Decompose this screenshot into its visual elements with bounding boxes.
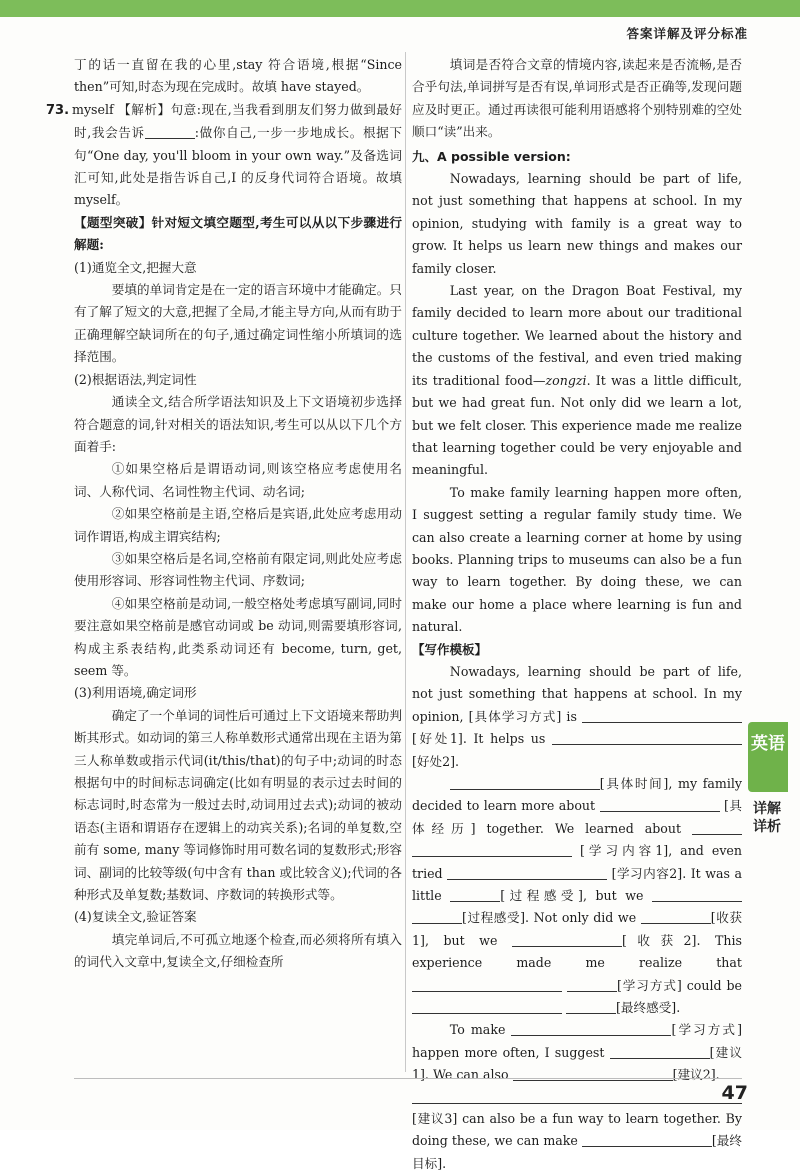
template-text: It was a little — [412, 865, 742, 904]
placeholder-benefit-2: [好处2]. — [412, 753, 460, 769]
blank-line — [567, 978, 617, 992]
template-text: happen more often, I suggest — [412, 1044, 605, 1060]
template-text: We can also — [432, 1067, 509, 1083]
blank-line — [652, 888, 742, 902]
placeholder-suggestion-1: [建议1]. — [412, 1044, 742, 1083]
blank-line — [582, 1134, 712, 1148]
header-color-bar — [0, 0, 800, 17]
template-text: To make — [449, 1022, 506, 1038]
step-2-title: (2)根据语法,判定词性 — [74, 371, 197, 387]
template-text: could be — [686, 977, 742, 993]
blank-line — [145, 126, 195, 140]
template-text: , and even tried — [412, 843, 742, 881]
template-text: is — [566, 708, 577, 724]
left-column — [46, 54, 402, 974]
blank-line — [412, 844, 572, 858]
template-paragraph-3 — [412, 1019, 742, 1086]
step-4-text: 填完单词后,不可孤立地逐个检查,而必须将所有填入的词代入文章中,复读全文,仔细检查所 — [74, 931, 402, 970]
template-paragraph-1 — [412, 661, 742, 773]
step-2-text: 通读全文,结合所学语法知识及上下文语境初步选择符合题意的词,针对相关的语法知识,考生可以从以下几个方面着手: — [74, 394, 402, 454]
step-3-text: 确定了一个单词的词性后可通过上下文语境来帮助判断其形式。如动词的第三人称单数形式通常出现在主语为第三人称单数或指示代词(it/this/that)的句子中;动词的时态根据句中的时间标志词确定(比如有明显的表示过去时间的标志词时,时态常为一般过去时,动词用过去式);动词的被动语态(主语和谓语存在逻辑上的动宾关系);名词的单复数,空前有 some, many 等词修饰时用可数名词的复数形式;形容词、副词的比较等级(句中含有 than 或比较含义);代词的各种形式及单复数;基数词、序数词的转换形式等。 — [74, 707, 402, 903]
blank-line — [692, 821, 742, 835]
page-number: 47 — [721, 1082, 748, 1104]
placeholder-goal: [最终目标]. — [412, 1133, 742, 1171]
step-1-title: (1)通览全文,把握大意 — [74, 259, 197, 275]
version-p2-text-a: Last year, on the Dragon Boat Festival, my family decided to learn more about our traditional culture together. We learned about the history and the customs of the festival, and even tried making its traditional food— — [412, 283, 742, 388]
placeholder-time: [具体时间] — [599, 776, 669, 791]
template-text: , but we — [582, 888, 644, 904]
footer-rule — [74, 1078, 742, 1079]
version-title: 九、A possible version: — [412, 148, 571, 164]
blank-line — [513, 1068, 673, 1082]
section-side-label: 详解详析 — [753, 801, 781, 835]
placeholder-feeling-2: [过程感受]. — [462, 910, 530, 926]
right-column — [412, 54, 742, 1175]
blank-line — [582, 709, 742, 723]
blank-line — [641, 911, 711, 925]
template-text: It helps us — [473, 731, 546, 747]
version-paragraph-2 — [412, 280, 742, 482]
blank-line — [511, 1023, 671, 1037]
blank-line — [552, 732, 742, 746]
placeholder-final-feeling: [最终感受]. — [616, 1000, 681, 1016]
template-text: together. We learned about — [486, 820, 682, 836]
answer-continuation: 丁的话一直留在我的心里,stay 符合语境,根据“Since then”可知,时态为现在完成时。故填 have stayed。 — [74, 57, 402, 95]
question-number: 73. — [46, 102, 70, 118]
template-text: can also be a fun way to learn together. By doing these, we can make — [412, 1110, 742, 1149]
template-paragraph-4 — [412, 1108, 742, 1175]
blank-line — [447, 866, 607, 880]
template-title: 【写作模板】 — [412, 641, 488, 657]
placeholder-method-3: [学习方式] — [671, 1022, 742, 1038]
version-p2-text-b: . It was a little difficult, but we had great fun. Not only did we learn a lot, but we felt closer. This experience made me realize that learning together could be very enjoyable and meaningful. — [412, 372, 742, 478]
zongzi-word: zongzi — [545, 372, 587, 388]
rule-3: ③如果空格后是名词,空格前有限定词,则此处应考虑使用形容词、形容词性物主代词、序数词; — [74, 550, 402, 589]
template-text: , my family decided to learn more about — [412, 776, 743, 814]
subject-tab: 英语 — [748, 722, 788, 792]
placeholder-method-2: [学习方式] — [616, 977, 682, 993]
step-1-text: 要填的单词肯定是在一定的语言环境中才能确定。只有了解了短文的大意,把握了全局,才能主导方向,从而有助于正确理解空缺词所在的句子,通过确定词性缩小所填词的选择范围。 — [74, 282, 402, 365]
step-3-title: (3)利用语境,确定词形 — [74, 685, 197, 701]
rule-2: ②如果空格前是主语,空格后是宾语,此处应考虑用动词作谓语,构成主谓宾结构; — [74, 506, 402, 544]
placeholder-content-1: [学习内容1] — [580, 843, 669, 859]
question-73 — [46, 99, 402, 212]
placeholder-benefit-1: [好处1]. — [412, 731, 467, 747]
blank-line — [412, 978, 562, 992]
version-paragraph-1: Nowadays, learning should be part of life, not just something that happens at school. In my opinion, studying with family is a great way to grow. It helps us learn new things and makes our family closer. — [412, 171, 742, 276]
placeholder-gain-1: [收获1] — [412, 910, 742, 948]
blank-line — [600, 799, 720, 813]
template-paragraph-2 — [412, 773, 742, 1019]
blank-line — [566, 1000, 616, 1014]
blank-full-line — [412, 1087, 742, 1104]
tip-text: 针对短文填空题型,考生可以从以下步骤进行解题: — [74, 214, 402, 253]
rule-4: ④如果空格前是动词,一般空格处考虑填写副词,同时要注意如果空格前是感官动词或 be 动词,则需要填形容词,构成主系表结构,此类系动词还有 become, turn, get, seem 等。 — [74, 595, 402, 678]
template-text: , but we — [424, 932, 498, 948]
column-divider — [405, 52, 406, 1072]
placeholder-suggestion-3: [建议3] — [412, 1110, 458, 1126]
step-4-title: (4)复读全文,验证答案 — [74, 909, 197, 925]
blank-line — [610, 1045, 710, 1059]
template-text: Nowadays, learning should be part of life, not just something that happens at school. In my opinion, — [412, 663, 742, 724]
q73-part1: myself 【解析】句意:现在,当我看到朋友们努力做到最好时,我会告诉 — [72, 101, 402, 141]
placeholder-method: [具体学习方式] — [468, 708, 562, 724]
tip-heading — [74, 212, 402, 257]
template-text: Not only did we — [533, 910, 637, 926]
placeholder-content-2: [学习内容2]. — [611, 865, 687, 881]
rule-1: ①如果空格后是谓语动词,则该空格应考虑使用名词、人称代词、名词性物主代词、动名词; — [74, 461, 402, 499]
q73-part2: :做你自己,一步一步地成长。根据下句“One day, you'll bloom in your own way.”及备选词汇可知,此处是指告诉自己,I 的反身代词符合语境。故填 myself。 — [74, 125, 402, 208]
placeholder-suggestion-2: [建议2]. — [672, 1067, 720, 1083]
version-paragraph-3: To make family learning happen more often, I suggest setting a regular family study time. We can also create a learning corner at home by using books. Planning trips to museums can also be a fun way to learn together. By doing these, we can make our home a place where learning is fun and natural. — [412, 484, 742, 635]
tip-label: 【题型突破】 — [74, 214, 152, 230]
blank-line — [450, 888, 500, 902]
blank-line — [412, 1000, 562, 1014]
placeholder-experience: [具体经历] — [412, 798, 742, 836]
step-4-continuation: 填词是否符合文章的情境内容,读起来是否流畅,是否合乎句法,单词拼写是否有误,单词形式是否正确等,发现问题应及时更正。通过再读很可能利用语感将个别特别难的空处顺口“读”出来。 — [412, 57, 742, 140]
blank-line — [450, 776, 600, 790]
placeholder-gain-2: [收获2]. — [621, 932, 701, 948]
blank-line — [412, 911, 462, 925]
template-text: This experience made me realize that — [412, 932, 742, 971]
placeholder-feeling-1: [过程感受] — [500, 888, 583, 904]
header-title: 答案详解及评分标准 — [626, 26, 748, 41]
blank-line — [512, 933, 622, 947]
